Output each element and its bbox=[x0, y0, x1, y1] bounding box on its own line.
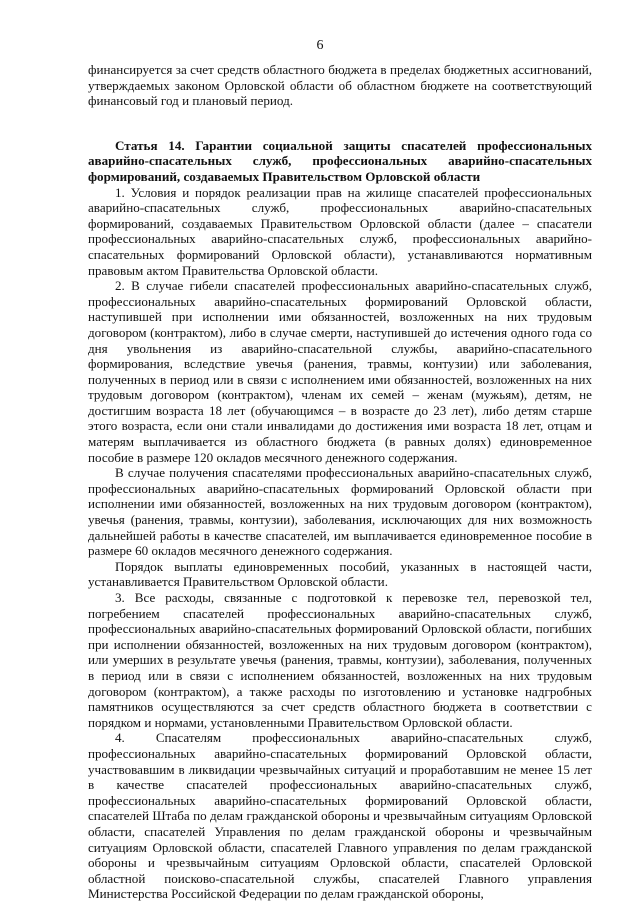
paragraph-3: 3. Все расходы, связанные с подготовкой к перевозке тел, перевозкой тел, погребением спасателей профессиональных аварийно-спасательных служб, профессиональных аварийно-спасательных формирований Орловской области, погибших при исполнении обязанностей, возложенных на них трудовым договором (контрактом), или умерших в результате увечья (ранения, травмы, контузии), заболевания, полученных в период или в связи с исполнением обязанностей, возложенных на них трудовым договором (контрактом), а также расходы по изготовлению и установке надгробных памятников осуществляются за счет средств областного бюджета в соответствии с порядком и нормами, установленными Правительством Орловской области. bbox=[88, 590, 592, 730]
paragraph-1: 1. Условия и порядок реализации прав на жилище спасателей профессиональных аварийно-спасательных служб, профессиональных аварийно-спасательных формирований, создаваемых Правительством Орловской области (далее – спасатели профессиональных аварийно-спасательных служб, профессиональных аварийно-спасательных формирований Орловской области), устанавливаются нормативным правовым актом Правительства Орловской области. bbox=[88, 184, 592, 278]
paragraph-2-injury: В случае получения спасателями профессиональных аварийно-спасательных служб, профессиональных аварийно-спасательных формирований Орловской области при исполнении ими обязанностей, возложенных на них трудовым договором (контрактом), увечья (ранения, травмы, контузии), заболевания, исключающих для них возможность дальнейшей работы в качестве спасателей, им выплачивается единовременное пособие в размере 60 окладов месячного денежного содержания. bbox=[88, 465, 592, 559]
paragraph-4: 4. Спасателям профессиональных аварийно-спасательных служб, профессиональных аварийно-спасательных формирований Орловской области, участвовавшим в ликвидации чрезвычайных ситуаций и проработавшим не менее 15 лет в качестве спасателей профессиональных аварийно-спасательных служб, профессиональных аварийно-спасательных формирований Орловской области, спасателей Штаба по делам гражданской обороны и чрезвычайным ситуациям Орловской области, спасателей Управления по делам гражданской обороны и чрезвычайным ситуациям Орловской области, спасателей Главного управления по делам гражданской обороны и чрезвычайным ситуациям Орловской области, спасателей Орловской областной поисково-спасательной службы, спасателей Главного управления Министерства Российской Федерации по делам гражданской обороны, bbox=[88, 730, 592, 902]
document-body bbox=[88, 62, 592, 902]
article-heading: Статья 14. Гарантии социальной защиты спасателей профессиональных аварийно-спасательных служб, профессиональных аварийно-спасательных формирований, создаваемых Правительством Орловской области bbox=[88, 137, 592, 184]
paragraph-2-procedure: Порядок выплаты единовременных пособий, указанных в настоящей части, устанавливается Правительством Орловской области. bbox=[88, 558, 592, 590]
page-number: 6 bbox=[316, 38, 324, 53]
paragraph-2: 2. В случае гибели спасателей профессиональных аварийно-спасательных служб, профессиональных аварийно-спасательных формирований Орловской области, наступившей при исполнении ими обязанностей, возложенных на них трудовым договором (контрактом), либо в случае смерти, наступившей до истечения одного года со дня увольнения из аварийно-спасательной службы, аварийно-спасательного формирования, вследствие увечья (ранения, травмы, контузии) или заболевания, полученных в период или в связи с исполнением ими обязанностей, возложенных на них трудовым договором (контрактом), членам их семей – женам (мужьям), детям, не достигшим возраста 18 лет (обучающимся – в возрасте до 23 лет), либо детям старше этого возраста, если они стали инвалидами до достижения ими возраста 18 лет, отцам и матерям выплачивается из областного бюджета (в равных долях) единовременное пособие в размере 120 окладов месячного денежного содержания. bbox=[88, 278, 592, 465]
intro-paragraph: финансируется за счет средств областного бюджета в пределах бюджетных ассигнований, утверждаемых законом Орловской области об областном бюджете на соответствующий финансовый год и плановый период. bbox=[88, 62, 592, 109]
